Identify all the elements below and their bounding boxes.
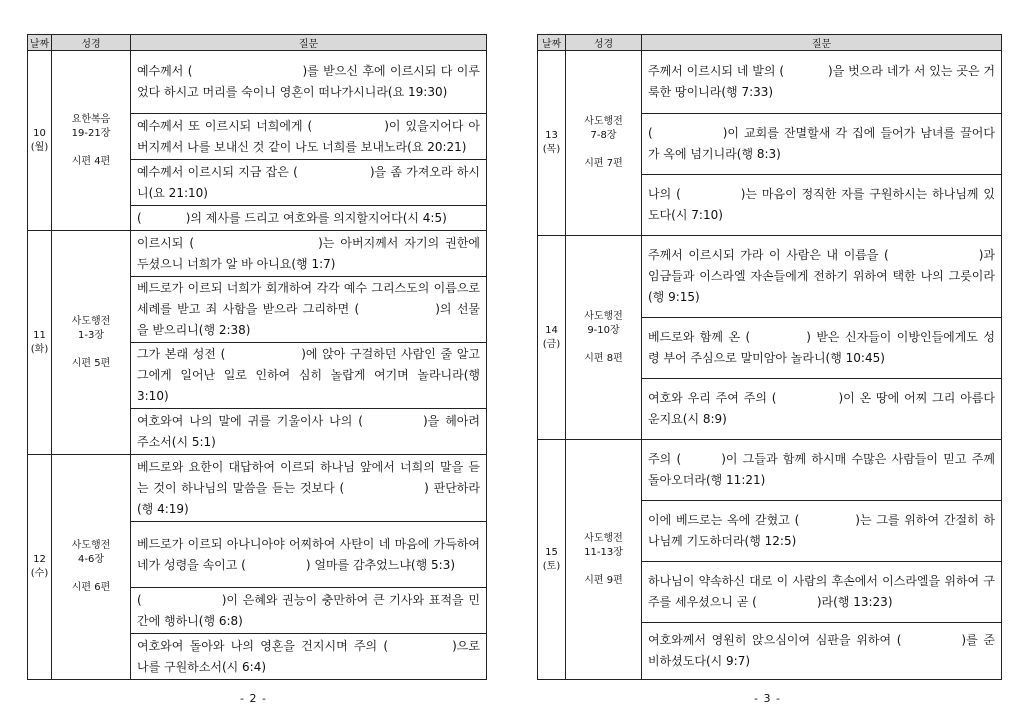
question-cell: 예수께서 이르시되 지금 잡은 ( )을 좀 가져오라 하시니(요 21:10) bbox=[131, 160, 487, 206]
date-cell: 13 (목) bbox=[538, 51, 566, 236]
date-cell: 15 (토) bbox=[538, 440, 566, 680]
question-cell: 그가 본래 성전 ( )에 앉아 구걸하던 사람인 줄 알고 그에게 일어난 일로 인하여 심히 놀랍게 여기며 놀라니라(행 3:10) bbox=[131, 343, 487, 409]
question-cell: 이르시되 ( )는 아버지께서 자기의 권한에 두셨으니 너희가 알 바 아니요(행 1:7) bbox=[131, 231, 487, 277]
question-cell: ( )이 교회를 잔멸할새 각 집에 들어가 남녀를 끌어다가 옥에 넘기니라(행 8:3) bbox=[642, 114, 1002, 175]
question-cell: 주의 ( )이 그들과 함께 하시매 수많은 사람들이 믿고 주께 돌아오더라(행 11:21) bbox=[642, 440, 1002, 501]
question-cell: 베드로와 요한이 대답하여 이르되 하나님 앞에서 너희의 말을 듣는 것이 하나님의 말씀을 듣는 것보다 ( ) 판단하라(행 4:19) bbox=[131, 455, 487, 522]
quiz-table-right bbox=[537, 34, 1002, 680]
bible-cell: 사도행전 7-8장 시편 7편 bbox=[566, 51, 642, 236]
question-cell: 주께서 이르시되 네 발의 ( )을 벗으라 네가 서 있는 곳은 거룩한 땅이니라(행 7:33) bbox=[642, 51, 1002, 114]
question-cell: 예수께서 ( )를 받으신 후에 이르시되 다 이루었다 하시고 머리를 숙이니 영혼이 떠나가시니라(요 19:30) bbox=[131, 51, 487, 114]
header-question: 질문 bbox=[642, 35, 1002, 51]
date-cell: 10 (월) bbox=[28, 51, 52, 231]
bible-cell: 사도행전 9-10장 시편 8편 bbox=[566, 236, 642, 440]
question-cell: ( )의 제사를 드리고 여호와를 의지할지어다(시 4:5) bbox=[131, 206, 487, 231]
quiz-table-left bbox=[27, 34, 487, 680]
header-date: 날짜 bbox=[28, 35, 52, 51]
question-cell: 여호와여 나의 말에 귀를 기울이사 나의 ( )을 헤아려 주소서(시 5:1) bbox=[131, 409, 487, 455]
question-cell: ( )이 은혜와 권능이 충만하여 큰 기사와 표적을 민간에 행하니(행 6:8) bbox=[131, 588, 487, 634]
date-cell: 14 (금) bbox=[538, 236, 566, 440]
question-cell: 베드로와 함께 온 ( ) 받은 신자들이 이방인들에게도 성령 부어 주심으로 말미암아 놀라니(행 10:45) bbox=[642, 318, 1002, 379]
bible-cell: 사도행전 4-6장 시편 6편 bbox=[52, 455, 131, 680]
date-cell: 11 (화) bbox=[28, 231, 52, 455]
header-bible: 성경 bbox=[52, 35, 131, 51]
bible-cell: 사도행전 11-13장 시편 9편 bbox=[566, 440, 642, 680]
question-cell: 예수께서 또 이르시되 너희에게 ( )이 있을지어다 아버지께서 나를 보내신 것 같이 나도 너희를 보내노라(요 20:21) bbox=[131, 114, 487, 160]
header-bible: 성경 bbox=[566, 35, 642, 51]
page-number-right: - 3 - bbox=[754, 692, 781, 705]
question-cell: 베드로가 이르되 아나니아야 어찌하여 사탄이 네 마음에 가득하여 네가 성령을 속이고 ( ) 얼마를 감추었느냐(행 5:3) bbox=[131, 522, 487, 588]
bible-cell: 요한복음 19-21장 시편 4편 bbox=[52, 51, 131, 231]
page-number-left: - 2 - bbox=[240, 692, 267, 705]
question-cell: 주께서 이르시되 가라 이 사람은 내 이름을 ( )과 임금들과 이스라엘 자손들에게 전하기 위하여 택한 나의 그릇이라(행 9:15) bbox=[642, 236, 1002, 318]
header-question: 질문 bbox=[131, 35, 487, 51]
question-cell: 여호와께서 영원히 앉으심이여 심판을 위하여 ( )를 준비하셨도다(시 9:7) bbox=[642, 623, 1002, 680]
date-cell: 12 (수) bbox=[28, 455, 52, 680]
question-cell: 여호와여 돌아와 나의 영혼을 건지시며 주의 ( )으로 나를 구원하소서(시 6:4) bbox=[131, 634, 487, 680]
left-page bbox=[27, 34, 487, 680]
bible-cell: 사도행전 1-3장 시편 5편 bbox=[52, 231, 131, 455]
question-cell: 하나님이 약속하신 대로 이 사람의 후손에서 이스라엘을 위하여 구주를 세우셨으니 곧 ( )라(행 13:23) bbox=[642, 562, 1002, 623]
question-cell: 베드로가 이르되 너희가 회개하여 각각 예수 그리스도의 이름으로 세례를 받고 죄 사함을 받으라 그리하면 ( )의 선물을 받으리니(행 2:38) bbox=[131, 277, 487, 343]
header-date: 날짜 bbox=[538, 35, 566, 51]
question-cell: 여호와 우리 주여 주의 ( )이 온 땅에 어찌 그리 아름다운지요(시 8:9) bbox=[642, 379, 1002, 440]
question-cell: 나의 ( )는 마음이 정직한 자를 구원하시는 하나님께 있도다(시 7:10) bbox=[642, 175, 1002, 236]
question-cell: 이에 베드로는 옥에 갇혔고 ( )는 그를 위하여 간절히 하나님께 기도하더라(행 12:5) bbox=[642, 501, 1002, 562]
right-page bbox=[537, 34, 1002, 680]
